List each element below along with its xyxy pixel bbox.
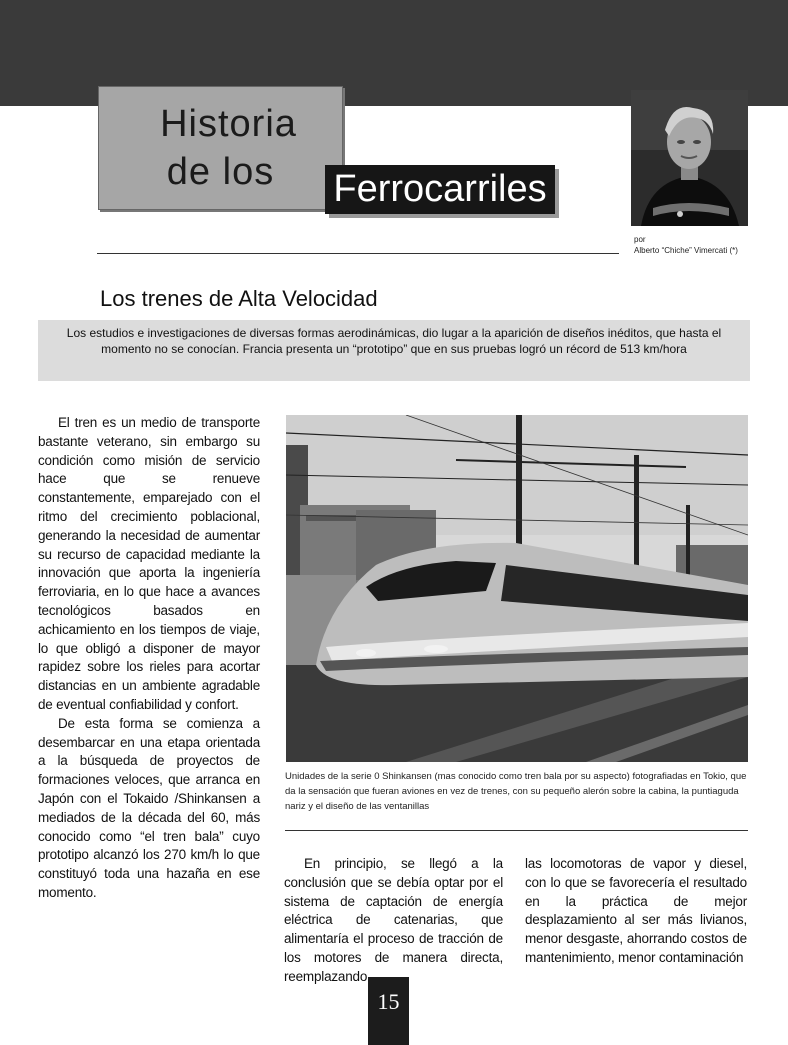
header-rule — [97, 253, 619, 254]
title-line-2: de los — [166, 151, 275, 193]
page-number: 15 — [377, 989, 400, 1014]
column-1 — [38, 414, 260, 903]
train-image — [286, 415, 748, 762]
author-byline — [634, 234, 738, 256]
lead-box — [38, 320, 750, 381]
col2-paragraph-1: En principio, se llegó a la conclusión que se debía optar por el sistema de captación de energía eléctrica de catenarias, que alimentaría el proceso de tracción de los motores de manera directa, reemplazando — [284, 856, 503, 984]
title-line-1: Historia — [160, 103, 297, 145]
title-box — [98, 86, 343, 210]
author-portrait-image — [631, 90, 748, 226]
column-2 — [284, 855, 503, 987]
title-line-3: Ferrocarriles — [325, 165, 555, 214]
col1-paragraph-1: El tren es un medio de transporte bastante veterano, sin embargo su condición como misión de servicio hace que se renueve constantemente, emparejado con el ritmo del crecimiento poblacional, generando la necesidad de aumentar su recurso de capacidad mediante la innovación que aporta la ingeniería ferroviaria, en lo que hace a avances tecnológicos basados en achicamiento en los tiempos de viaje, lo que obligó a disponer de mayor rapidez sobre los rieles para acortar distancias en un ambiente agradable de eventual confiabilidad y confort. — [38, 415, 260, 712]
page-number-tab — [368, 977, 409, 1045]
column-3 — [525, 855, 747, 968]
section-title: Los trenes de Alta Velocidad — [100, 286, 378, 311]
author-by-label: por — [634, 235, 646, 244]
photo-caption: Unidades de la serie 0 Shinkansen (mas conocido como tren bala por su aspecto) fotografiadas en Tokio, que da la sensación que fueran aviones en vez de trenes, con su pequeño alerón sobre la cabina, la puntiaguda nariz y el diseño de las ventanillas — [285, 771, 747, 812]
caption-rule — [285, 830, 748, 831]
lead-text: Los estudios e investigaciones de diversas formas aerodinámicas, dio lugar a la aparición de diseños inéditos, que hasta el momento no se conocían. Francia presenta un “prototipo” que en sus pruebas logró un récord de 513 km/hora — [66, 326, 722, 356]
author-name: Alberto “Chiche” Vimercati (*) — [634, 246, 738, 255]
col1-paragraph-2: De esta forma se comienza a desembarcar en una etapa orientada a la búsqueda de proyectos de formaciones veloces, que arranca en Japón con el Tokaido /Shinkansen a mediados de la década del 60, más conocido como “el tren bala” cuyo prototipo alcanzó los 270 km/h lo que constituyó toda una hazaña en ese momento. — [38, 715, 260, 900]
author-photo — [631, 90, 748, 226]
train-photo — [286, 415, 748, 762]
col3-paragraph-1: las locomotoras de vapor y diesel, con lo que se favorecería el resultado en la práctica de mejor desplazamiento al ser más livianos, menor desgaste, ahorrando costos de mantenimiento, menor contaminación — [525, 856, 747, 965]
